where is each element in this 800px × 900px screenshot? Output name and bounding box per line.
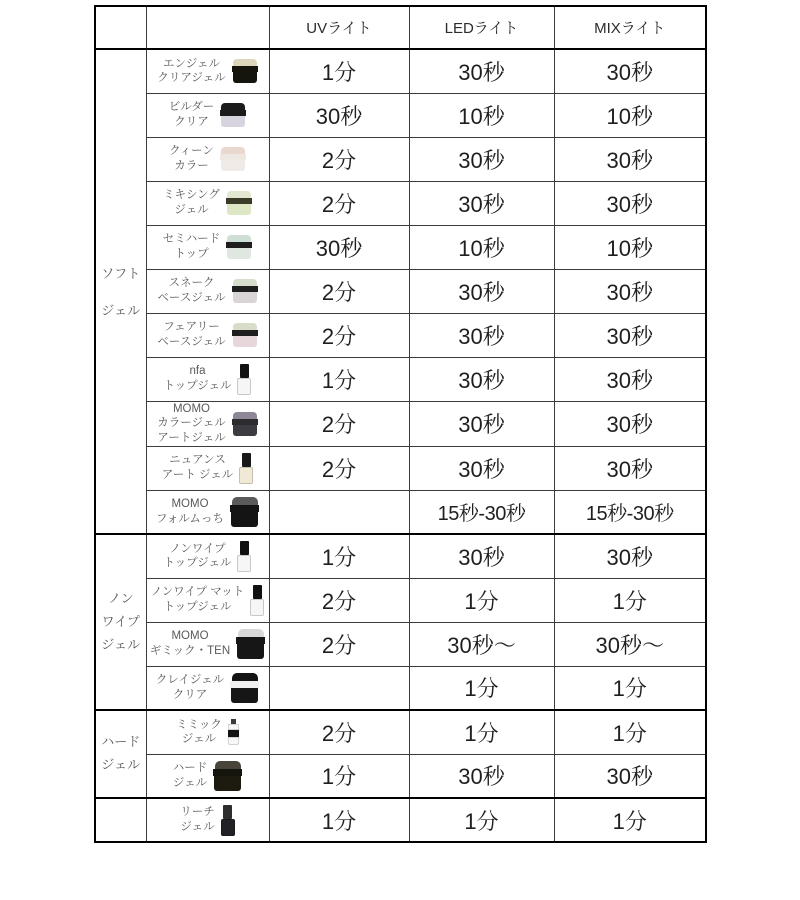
uv-time-cell: 1分	[269, 798, 409, 842]
product-name: MOMO フォルムっち	[155, 498, 225, 525]
product-cell	[146, 49, 269, 93]
led-time-cell: 30秒	[409, 269, 554, 313]
product-name: クィーン カラー	[169, 145, 214, 172]
mixing-gel-jar-icon	[226, 191, 252, 215]
uv-time-cell: 1分	[269, 49, 409, 93]
mix-time-cell: 30秒	[554, 534, 706, 578]
product-name: ノンワイプ トップジェル	[163, 542, 232, 570]
product-cell	[146, 490, 269, 534]
nfa-top-gel-bottle-icon	[237, 364, 251, 395]
product-name: セミハード トップ	[162, 233, 221, 260]
uv-time-cell: 2分	[269, 446, 409, 490]
mix-time-cell: 10秒	[554, 225, 706, 269]
mix-time-cell: 1分	[554, 578, 706, 622]
product-name: スネーク ベースジェル	[157, 277, 226, 304]
builder-clear-jar-icon	[220, 103, 246, 127]
product-cell	[146, 313, 269, 357]
mix-time-cell: 30秒	[554, 137, 706, 181]
mix-time-cell: 30秒	[554, 49, 706, 93]
momo-color-gel-jar-icon	[232, 412, 258, 436]
table-row	[95, 534, 706, 578]
table-row	[95, 622, 706, 666]
product-name: ビルダー クリア	[168, 101, 215, 128]
led-time-cell: 30秒	[409, 446, 554, 490]
cure-time-table-wrap	[94, 5, 707, 843]
table-row	[95, 49, 706, 93]
product-name: MOMO ギミック・TEN	[149, 630, 231, 658]
mix-time-cell: 30秒	[554, 754, 706, 798]
product-cell	[146, 446, 269, 490]
product-name: ミミック ジェル	[176, 718, 222, 746]
reach-gel-bottle-icon	[221, 805, 235, 836]
category-cell: ハード ジェル	[95, 710, 146, 798]
table-row	[95, 666, 706, 710]
mix-time-cell: 1分	[554, 666, 706, 710]
product-name: ハード ジェル	[172, 762, 208, 789]
uv-time-cell	[269, 666, 409, 710]
product-cell	[146, 666, 269, 710]
queen-color-jar-icon	[220, 147, 246, 171]
mix-time-cell: 30秒	[554, 313, 706, 357]
led-time-cell: 30秒	[409, 181, 554, 225]
momo-form-jar-icon	[230, 497, 259, 527]
product-cell	[146, 534, 269, 578]
led-time-cell: 1分	[409, 578, 554, 622]
uv-time-cell: 2分	[269, 181, 409, 225]
table-row	[95, 401, 706, 446]
table-row	[95, 446, 706, 490]
mix-time-cell: 30秒	[554, 269, 706, 313]
header-category-cell	[95, 6, 146, 49]
led-time-cell: 15秒-30秒	[409, 490, 554, 534]
product-name: nfa トップジェル	[163, 365, 232, 392]
mix-time-cell: 1分	[554, 710, 706, 754]
mix-time-cell: 1分	[554, 798, 706, 842]
product-name: クレイジェル クリア	[155, 674, 225, 701]
led-time-cell: 10秒	[409, 225, 554, 269]
product-name: フェアリー ベースジェル	[157, 321, 226, 348]
table-row	[95, 93, 706, 137]
momo-gimmick-ten-jar-icon	[236, 629, 265, 659]
nonwipe-matte-top-gel-bottle-icon	[250, 585, 264, 616]
uv-time-cell: 2分	[269, 269, 409, 313]
semi-hard-top-jar-icon	[226, 235, 252, 259]
hard-gel-jar-icon	[213, 761, 242, 791]
product-cell	[146, 622, 269, 666]
mix-time-cell: 15秒-30秒	[554, 490, 706, 534]
led-time-cell: 30秒	[409, 401, 554, 446]
mix-time-cell: 10秒	[554, 93, 706, 137]
product-name: MOMO カラージェル アートジェル	[157, 402, 226, 444]
uv-time-cell: 1分	[269, 754, 409, 798]
category-cell	[95, 798, 146, 842]
mix-time-cell: 30秒	[554, 181, 706, 225]
product-name: エンジェル クリアジェル	[157, 57, 226, 85]
uv-time-cell: 2分	[269, 401, 409, 446]
table-row	[95, 357, 706, 401]
product-cell	[146, 798, 269, 842]
led-time-cell: 1分	[409, 710, 554, 754]
table-row	[95, 269, 706, 313]
header-product-cell	[146, 6, 269, 49]
table-row	[95, 137, 706, 181]
header-mix-light: MIXライト	[554, 6, 706, 49]
led-time-cell: 1分	[409, 666, 554, 710]
uv-time-cell: 2分	[269, 137, 409, 181]
product-name: ミキシング ジェル	[163, 189, 220, 216]
uv-time-cell	[269, 490, 409, 534]
product-cell	[146, 710, 269, 754]
nonwipe-top-gel-bottle-icon	[237, 541, 251, 572]
product-cell	[146, 93, 269, 137]
uv-time-cell: 30秒	[269, 225, 409, 269]
table-row	[95, 225, 706, 269]
mimic-gel-tube-icon	[228, 719, 239, 745]
uv-time-cell: 2分	[269, 710, 409, 754]
uv-time-cell: 2分	[269, 622, 409, 666]
mix-time-cell: 30秒	[554, 446, 706, 490]
product-cell	[146, 137, 269, 181]
clay-gel-clear-jar-icon	[230, 673, 259, 703]
product-cell	[146, 357, 269, 401]
table-row	[95, 313, 706, 357]
nuance-art-gel-bottle-icon	[239, 453, 253, 484]
table-row	[95, 754, 706, 798]
mix-time-cell: 30秒	[554, 357, 706, 401]
table-body	[95, 49, 706, 842]
product-cell	[146, 225, 269, 269]
product-cell	[146, 578, 269, 622]
led-time-cell: 30秒	[409, 534, 554, 578]
table-row	[95, 181, 706, 225]
angel-clear-gel-jar-icon	[232, 59, 258, 83]
uv-time-cell: 1分	[269, 534, 409, 578]
mix-time-cell: 30秒	[554, 401, 706, 446]
product-cell	[146, 754, 269, 798]
uv-time-cell: 1分	[269, 357, 409, 401]
category-cell: ソフト ジェル	[95, 49, 146, 534]
led-time-cell: 30秒	[409, 357, 554, 401]
product-name: リーチ ジェル	[180, 806, 215, 834]
product-cell	[146, 401, 269, 446]
fairy-base-gel-jar-icon	[232, 323, 258, 347]
table-row	[95, 798, 706, 842]
uv-time-cell: 30秒	[269, 93, 409, 137]
table-row	[95, 578, 706, 622]
header-row	[95, 6, 706, 49]
table-row	[95, 710, 706, 754]
led-time-cell: 30秒	[409, 754, 554, 798]
table-row	[95, 490, 706, 534]
led-time-cell: 10秒	[409, 93, 554, 137]
product-name: ニュアンス アート ジェル	[161, 454, 234, 482]
header-led-light: LEDライト	[409, 6, 554, 49]
led-time-cell: 30秒	[409, 313, 554, 357]
led-time-cell: 30秒	[409, 137, 554, 181]
led-time-cell: 30秒	[409, 49, 554, 93]
uv-time-cell: 2分	[269, 313, 409, 357]
uv-time-cell: 2分	[269, 578, 409, 622]
led-time-cell: 1分	[409, 798, 554, 842]
cure-time-table	[94, 5, 707, 843]
header-uv-light: UVライト	[269, 6, 409, 49]
led-time-cell: 30秒～	[409, 622, 554, 666]
snake-base-gel-jar-icon	[232, 279, 258, 303]
product-cell	[146, 269, 269, 313]
category-cell: ノン ワイプ ジェル	[95, 534, 146, 710]
product-name: ノンワイプ マット トップジェル	[150, 586, 245, 614]
mix-time-cell: 30秒～	[554, 622, 706, 666]
product-cell	[146, 181, 269, 225]
